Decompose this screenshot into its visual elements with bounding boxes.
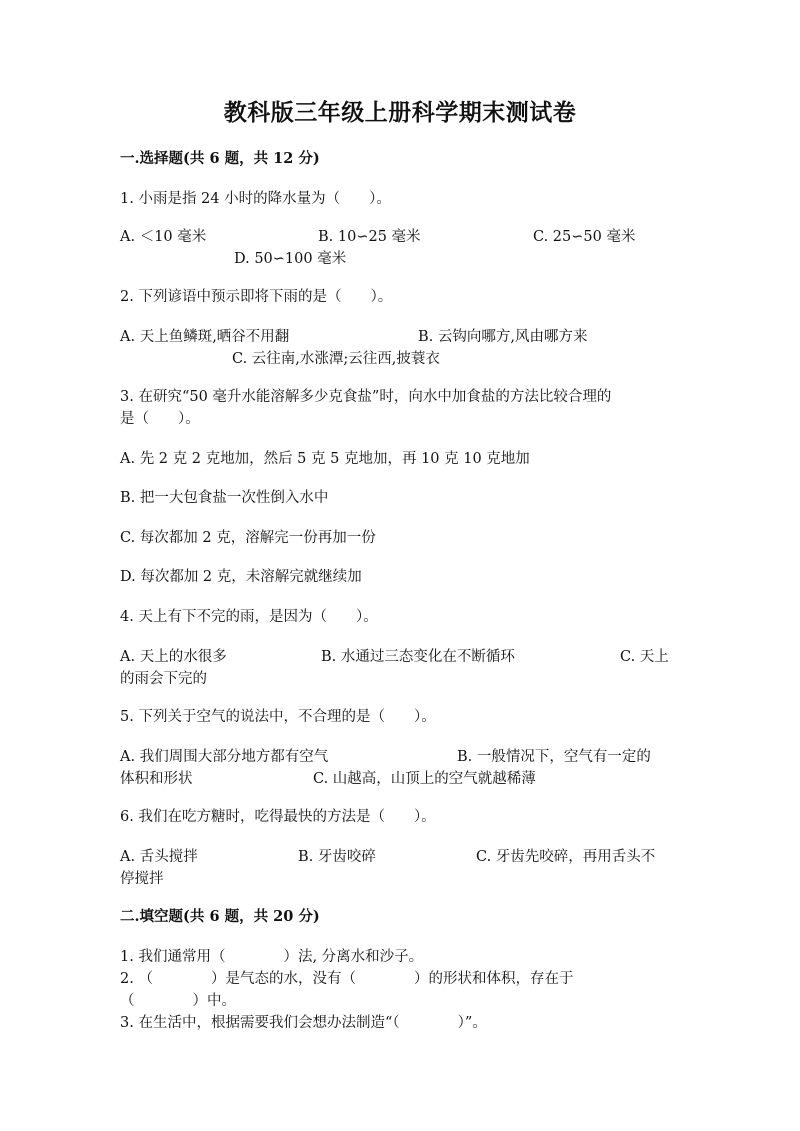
question-6-stem: 6. 我们在吃方糖时，吃得最快的方法是（ ）。 [120, 809, 436, 825]
question-3-stem-line-1: 3. 在研究“50 毫升水能溶解多少克食盐”时，向水中加食盐的方法比较合理的 [120, 389, 612, 405]
question-3-stem-line-2: 是（ ）。 [120, 411, 200, 427]
question-6-option-a: A. 舌头搅拌 [120, 849, 198, 865]
question-4-stem: 4. 天上有下不完的雨，是因为（ ）。 [120, 609, 378, 625]
question-5-option-b: B. 一般情况下，空气有一定的 [457, 749, 651, 765]
question-3-option-a: A. 先 2 克 2 克地加，然后 5 克 5 克地加，再 10 克 10 克地加 [120, 451, 530, 467]
fill-in-line-3: （ ）中。 [120, 993, 236, 1009]
question-5-option-c: C. 山越高，山顶上的空气就越稀薄 [313, 771, 536, 787]
section-heading-fill-in: 二.填空题(共 6 题，共 20 分) [120, 908, 320, 925]
question-5-option-b-continued: 体积和形状 [120, 771, 193, 787]
question-4-option-a: A. 天上的水很多 [120, 649, 227, 665]
question-5-option-a: A. 我们周围大部分地方都有空气 [120, 749, 329, 765]
question-4-option-c-continued: 的雨会下完的 [120, 671, 207, 687]
question-2-option-b: B. 云钩向哪方,风由哪方来 [418, 329, 588, 345]
question-1-option-a: A. ＜10 毫米 [120, 229, 207, 245]
question-3-option-c: C. 每次都加 2 克，溶解完一份再加一份 [120, 530, 376, 546]
question-1-option-d: D. 50∽100 毫米 [234, 251, 347, 267]
fill-in-line-2: 2. （ ）是气态的水，没有（ ）的形状和体积，存在于 [120, 971, 574, 987]
question-2-stem: 2. 下列谚语中预示即将下雨的是（ ）。 [120, 289, 393, 305]
question-6-option-b: B. 牙齿咬碎 [298, 849, 376, 865]
fill-in-line-4: 3. 在生活中，根据需要我们会想办法制造“（ ）”。 [120, 1015, 487, 1031]
page-title: 教科版三年级上册科学期末测试卷 [223, 99, 577, 126]
question-3-option-b: B. 把一大包食盐一次性倒入水中 [120, 490, 329, 506]
question-4-option-b: B. 水通过三态变化在不断循环 [321, 649, 515, 665]
question-6-option-c-continued: 停搅拌 [120, 871, 164, 887]
question-4-option-c: C. 天上 [620, 649, 669, 665]
question-1-option-b: B. 10∽25 毫米 [318, 229, 421, 245]
question-5-stem: 5. 下列关于空气的说法中，不合理的是（ ）。 [120, 709, 436, 725]
question-6-option-c: C. 牙齿先咬碎，再用舌头不 [476, 849, 656, 865]
question-1-stem: 1. 小雨是指 24 小时的降水量为（ ）。 [120, 191, 391, 207]
question-2-option-c: C. 云往南,水涨潭;云往西,披蓑衣 [232, 351, 440, 367]
section-heading-choice: 一.选择题(共 6 题，共 12 分) [120, 150, 320, 167]
question-2-option-a: A. 天上鱼鳞斑,晒谷不用翻 [120, 329, 290, 345]
question-3-option-d: D. 每次都加 2 克，未溶解完就继续加 [120, 569, 362, 585]
question-1-option-c: C. 25∽50 毫米 [533, 229, 636, 245]
fill-in-line-1: 1. 我们通常用（ ）法, 分离水和沙子。 [120, 949, 424, 965]
